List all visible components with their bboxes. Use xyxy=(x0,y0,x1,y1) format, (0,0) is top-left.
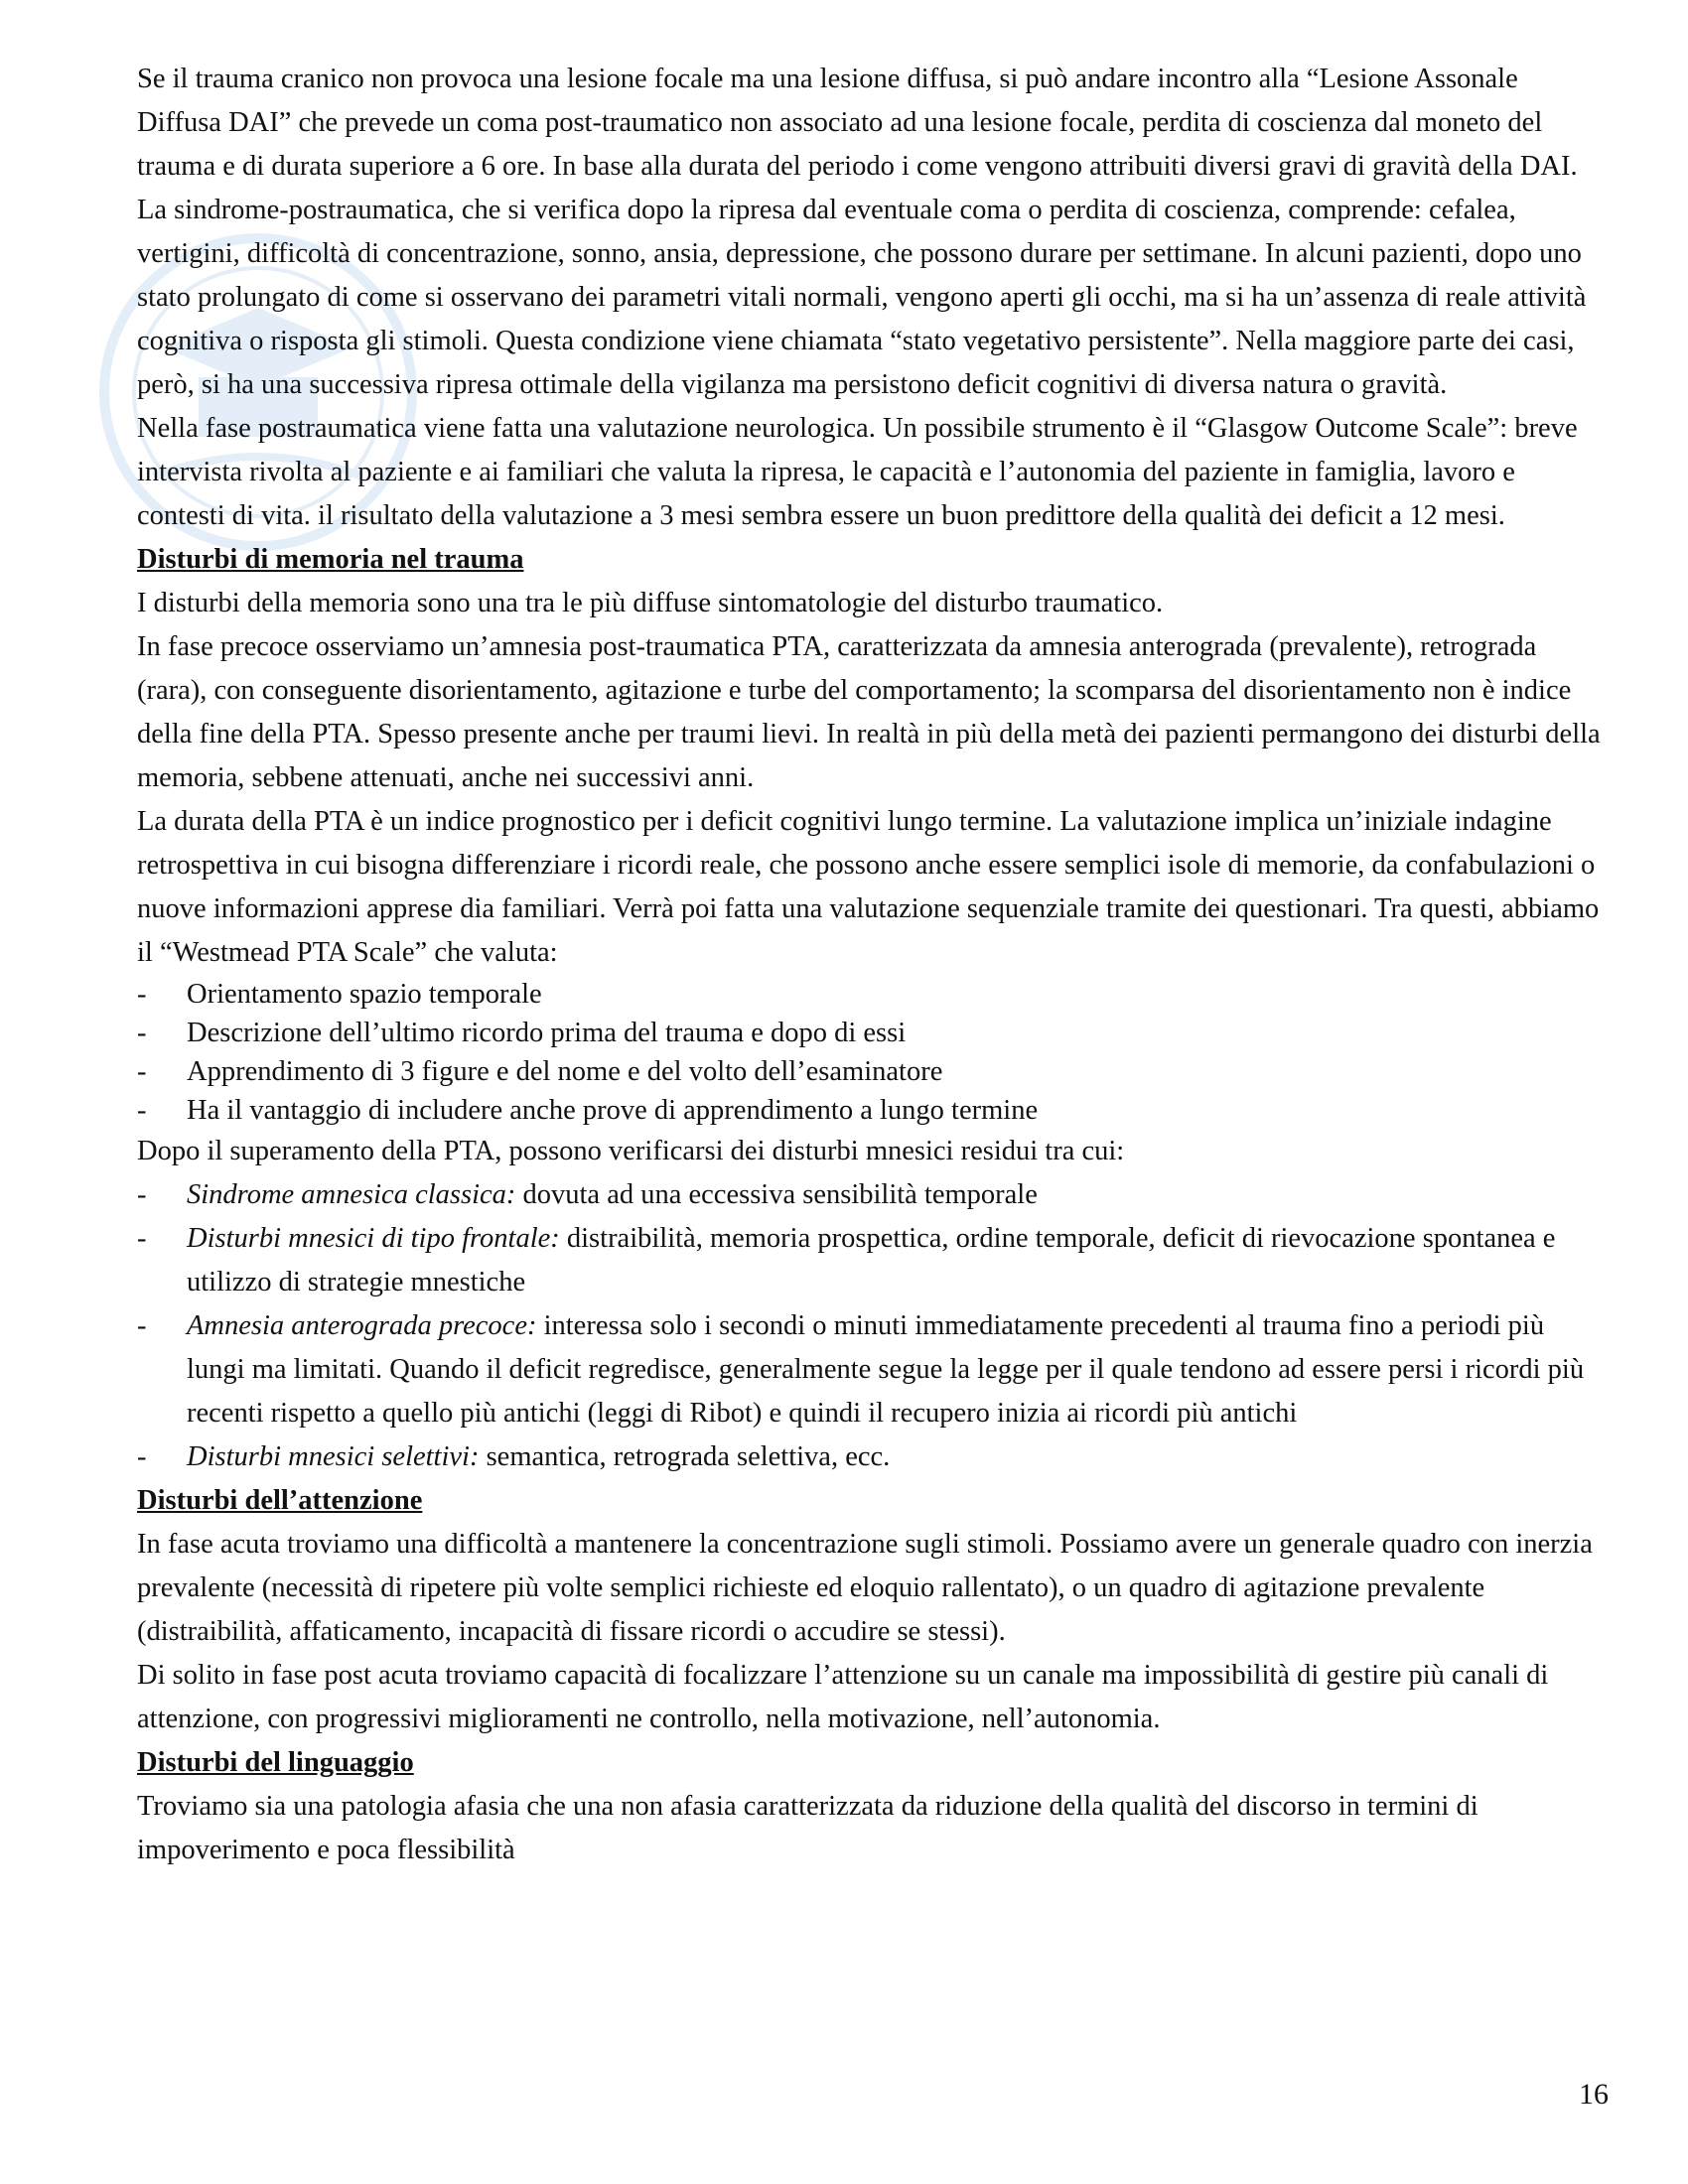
paragraph-language: Troviamo sia una patologia afasia che una non afasia caratterizzata da riduzione della qualità del discorso in termini di impoverimento e poca flessibilità xyxy=(137,1791,1478,1865)
paragraph-glasgow-outcome: Nella fase postraumatica viene fatta una valutazione neurologica. Un possibile strumento è il “Glasgow Outcome Scale”: breve intervista rivolta al paziente e ai familiari che valuta la ripresa, le capacità e l’autonomia del paziente in famiglia, lavoro e contesti di vita. il risultato della valutazione a 3 mesi sembra essere un buon predittore della qualità dei deficit a 12 mesi. xyxy=(137,413,1578,531)
list-item xyxy=(137,1014,1607,1052)
page-number: 16 xyxy=(1579,2078,1609,2111)
list-item xyxy=(137,1304,1607,1435)
list-item-text: Descrizione dell’ultimo ricordo prima del trauma e dopo di essi xyxy=(187,1018,907,1048)
list-dash: - xyxy=(137,1095,147,1126)
heading-attention-disorders: Disturbi dell’attenzione xyxy=(137,1485,423,1516)
heading-memory-disorders: Disturbi di memoria nel trauma xyxy=(137,544,524,575)
list-dash: - xyxy=(137,1056,147,1087)
residual-disorders-list xyxy=(137,1173,1607,1479)
paragraph-attention-post-acute: Di solito in fase post acuta troviamo capacità di focalizzare l’attenzione su un canale ma impossibilità di gestire più canali di attenzione, con progressivi miglioramenti ne controllo, nella motivazione, nell’autonomia. xyxy=(137,1660,1549,1734)
list-dash: - xyxy=(137,1441,147,1472)
list-item-text: Orientamento spazio temporale xyxy=(187,979,542,1010)
list-dash: - xyxy=(137,1310,147,1341)
list-dash: - xyxy=(137,1179,147,1210)
list-item-text: Apprendimento di 3 figure e del nome e del volto dell’esaminatore xyxy=(187,1056,943,1087)
list-item xyxy=(137,1091,1607,1130)
paragraph-residual-intro: Dopo il superamento della PTA, possono verificarsi dei disturbi mnesici residui tra cui: xyxy=(137,1136,1125,1166)
list-dash: - xyxy=(137,1018,147,1048)
list-dash: - xyxy=(137,979,147,1010)
list-dash: - xyxy=(137,1223,147,1254)
document-page xyxy=(137,58,1607,1872)
paragraph-memory-1: I disturbi della memoria sono una tra le più diffuse sintomatologie del disturbo traumatico. xyxy=(137,588,1164,618)
paragraph-attention-acute: In fase acuta troviamo una difficoltà a mantenere la concentrazione sugli stimoli. Possiamo avere un generale quadro con inerzia prevalente (necessità di ripetere più volte semplici richieste ed eloquio rallentato), o un quadro di agitazione prevalente (distraibilità, affaticamento, incapacità di fissare ricordi o accudire se stessi). xyxy=(137,1529,1593,1647)
list-item-term: Amnesia anterograda precoce: xyxy=(187,1310,537,1341)
list-item-text: semantica, retrograda selettiva, ecc. xyxy=(479,1441,891,1472)
list-item-text: distraibilità, memoria prospettica, ordine temporale, deficit di rievocazione spontanea e utilizzo di strategie mnestiche xyxy=(187,1223,1556,1297)
list-item-term: Disturbi mnesici selettivi: xyxy=(187,1441,480,1472)
list-item-term: Sindrome amnesica classica: xyxy=(187,1179,516,1210)
paragraph-memory-pta: In fase precoce osserviamo un’amnesia post-traumatica PTA, caratterizzata da amnesia anterograda (prevalente), retrograda (rara), con conseguente disorientamento, agitazione e turbe del comportamento; la scomparsa del disorientamento non è indice della fine della PTA. Spesso presente anche per traumi lievi. In realtà in più della metà dei pazienti permangono dei disturbi della memoria, sebbene attenuati, anche nei successivi anni. xyxy=(137,631,1601,793)
westmead-list xyxy=(137,975,1607,1130)
paragraph-post-traumatic-syndrome: La sindrome-postraumatica, che si verifica dopo la ripresa dal eventuale coma o perdita di coscienza, comprende: cefalea, vertigini, difficoltà di concentrazione, sonno, ansia, depressione, che possono durare per settimane. In alcuni pazienti, dopo uno stato prolungato di come si osservano dei parametri vitali normali, vengono aperti gli occhi, ma si ha un’assenza di reale attività cognitiva o risposta gli stimoli. Questa condizione viene chiamata “stato vegetativo persistente”. Nella maggiore parte dei casi, però, si ha una successiva ripresa ottimale della vigilanza ma persistono deficit cognitivi di diversa natura o gravità. xyxy=(137,195,1587,400)
list-item xyxy=(137,1052,1607,1091)
list-item-term: Disturbi mnesici di tipo frontale: xyxy=(187,1223,560,1254)
list-item xyxy=(137,1435,1607,1479)
list-item xyxy=(137,1173,1607,1217)
paragraph-dai: Se il trauma cranico non provoca una lesione focale ma una lesione diffusa, si può andare incontro alla “Lesione Assonale Diffusa DAI” che prevede un coma post-traumatico non associato ad una lesione focale, perdita di coscienza dal moneto del trauma e di durata superiore a 6 ore. In base alla durata del periodo i come vengono attribuiti diversi gravi di gravità della DAI. xyxy=(137,64,1578,182)
list-item xyxy=(137,1217,1607,1304)
list-item-text: interessa solo i secondi o minuti immediatamente precedenti al trauma fino a periodi più lungi ma limitati. Quando il deficit regredisce, generalmente segue la legge per il quale tendono ad essere persi i ricordi più recenti rispetto a quello più antichi (leggi di Ribot) e quindi il recupero inizia ai ricordi più antichi xyxy=(187,1310,1585,1429)
list-item-text: Ha il vantaggio di includere anche prove di apprendimento a lungo termine xyxy=(187,1095,1039,1126)
heading-language-disorders: Disturbi del linguaggio xyxy=(137,1747,414,1778)
paragraph-memory-duration: La durata della PTA è un indice prognostico per i deficit cognitivi lungo termine. La valutazione implica un’iniziale indagine retrospettiva in cui bisogna differenziare i ricordi reale, che possono anche essere semplici isole di memorie, da confabulazioni o nuove informazioni apprese dia familiari. Verrà poi fatta una valutazione sequenziale tramite dei questionari. Tra questi, abbiamo il “Westmead PTA Scale” che valuta: xyxy=(137,806,1600,968)
list-item-text: dovuta ad una eccessiva sensibilità temporale xyxy=(515,1179,1038,1210)
list-item xyxy=(137,975,1607,1014)
